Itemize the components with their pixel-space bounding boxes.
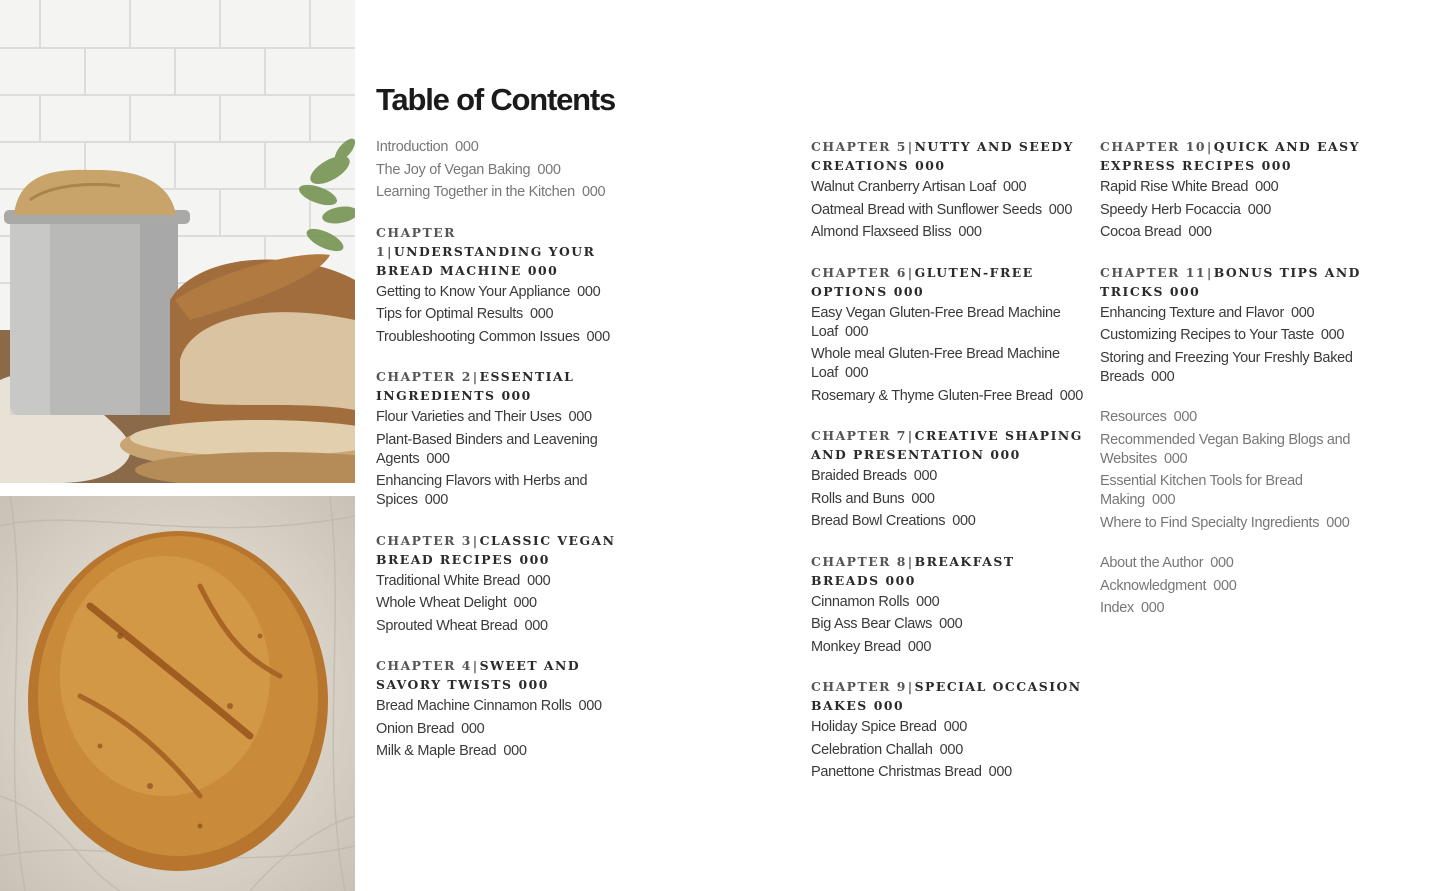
toc-column-1 (376, 137, 626, 764)
toc-entry[interactable]: Recommended Vegan Baking Blogs and Websites 000 (1100, 431, 1351, 467)
chapter-heading-5[interactable]: CHAPTER 5|NUTTY AND SEEDY CREATIONS 000 (811, 139, 1074, 173)
toc-entry[interactable]: The Joy of Vegan Baking 000 (376, 161, 561, 178)
toc-entry[interactable]: Braided Breads 000 (811, 468, 938, 484)
toc-entry[interactable]: Celebration Challah 000 (811, 741, 963, 758)
toc-column-2 (811, 137, 1086, 785)
toc-entry[interactable]: Enhancing Flavors with Herbs and Spices 000 (376, 473, 588, 508)
toc-entry[interactable]: Sprouted Wheat Bread 000 (376, 617, 548, 634)
sourdough-loaf-photo (0, 496, 355, 891)
toc-entry[interactable]: Speedy Herb Focaccia 000 (1100, 201, 1271, 218)
toc-entry[interactable]: Troubleshooting Common Issues 000 (376, 328, 610, 345)
toc-entry[interactable]: Rapid Rise White Bread 000 (1100, 179, 1279, 195)
chapter-heading-8[interactable]: CHAPTER 8|BREAKFAST BREADS 000 (811, 553, 1015, 588)
chapter-heading-7[interactable]: CHAPTER 7|CREATIVE SHAPING AND PRESENTATION 000 (811, 428, 1083, 462)
toc-entry[interactable]: Rosemary & Thyme Gluten-Free Bread 000 (811, 387, 1084, 404)
toc-entry[interactable]: Customizing Recipes to Your Taste 000 (1100, 327, 1345, 343)
toc-entry[interactable]: Monkey Bread 000 (811, 638, 932, 655)
toc-entry[interactable]: Cinnamon Rolls 000 (811, 593, 940, 610)
toc-entry[interactable]: Introduction 000 (376, 139, 479, 155)
toc-entry[interactable]: Flour Varieties and Their Uses 000 (376, 409, 592, 425)
toc-entry[interactable]: Cocoa Bread 000 (1100, 224, 1212, 240)
toc-entry[interactable]: Bread Machine Cinnamon Rolls 000 (376, 698, 602, 714)
toc-entry[interactable]: Acknowledgment 000 (1100, 577, 1237, 594)
toc-entry[interactable]: Walnut Cranberry Artisan Loaf 000 (811, 179, 1027, 195)
toc-entry[interactable]: Storing and Freezing Your Freshly Baked Breads 000 (1100, 349, 1353, 385)
chapter-heading-3[interactable]: CHAPTER 3|CLASSIC VEGAN BREAD RECIPES 000 (376, 532, 616, 567)
page-title: Table of Contents (376, 82, 616, 117)
chapter-heading-6[interactable]: CHAPTER 6|GLUTEN-FREE OPTIONS 000 (811, 264, 1034, 299)
page-number: 000 (455, 139, 479, 155)
chapter-heading-1[interactable]: CHAPTER 1|UNDERSTANDING YOUR BREAD MACHINE 000 (376, 224, 596, 278)
chapter-heading-10[interactable]: CHAPTER 10|QUICK AND EASY EXPRESS RECIPES 000 (1100, 139, 1360, 173)
toc-entry[interactable]: Panettone Christmas Bread 000 (811, 764, 1012, 780)
chapter-heading-9[interactable]: CHAPTER 9|SPECIAL OCCASION BAKES 000 (811, 679, 1082, 713)
toc-entry[interactable]: Onion Bread 000 (376, 720, 485, 737)
toc-entry[interactable]: Tips for Optimal Results 000 (376, 306, 554, 322)
toc-entry[interactable]: Holiday Spice Bread 000 (811, 719, 967, 735)
toc-entry[interactable]: Almond Flaxseed Bliss 000 (811, 224, 982, 240)
toc-entry[interactable]: Essential Kitchen Tools for Bread Making 000 (1100, 473, 1303, 508)
toc-entry[interactable]: Milk & Maple Bread 000 (376, 743, 527, 759)
toc-column-3 (1100, 137, 1365, 621)
toc-entry[interactable]: Oatmeal Bread with Sunflower Seeds 000 (811, 201, 1073, 218)
toc-entry[interactable]: Getting to Know Your Appliance 000 (376, 283, 601, 300)
toc-entry[interactable]: Resources 000 (1100, 409, 1197, 425)
toc-entry[interactable]: Learning Together in the Kitchen 000 (376, 184, 606, 200)
page-number: 000 (581, 184, 606, 200)
toc-entry[interactable]: Plant-Based Binders and Leavening Agents 000 (376, 431, 598, 467)
bread-machine-photo (0, 0, 355, 483)
toc-entry[interactable]: Easy Vegan Gluten-Free Bread Machine Loaf 000 (811, 304, 1061, 340)
toc-entry[interactable]: Index 000 (1100, 600, 1165, 616)
chapter-heading-4[interactable]: CHAPTER 4|SWEET AND SAVORY TWISTS 000 (376, 658, 581, 692)
toc-entry[interactable]: About the Author 000 (1100, 555, 1234, 571)
toc-entry[interactable]: Big Ass Bear Claws 000 (811, 616, 963, 632)
chapter-heading-11[interactable]: CHAPTER 11|BONUS TIPS AND TRICKS 000 (1100, 264, 1361, 299)
toc-entry[interactable]: Rolls and Buns 000 (811, 490, 935, 507)
toc-entry[interactable]: Bread Bowl Creations 000 (811, 513, 976, 529)
toc-entry[interactable]: Where to Find Specialty Ingredients 000 (1100, 514, 1350, 531)
toc-entry[interactable]: Whole Wheat Delight 000 (376, 595, 537, 611)
toc-entry[interactable]: Enhancing Texture and Flavor 000 (1100, 304, 1315, 321)
page-number: 000 (527, 262, 559, 278)
chapter-heading-2[interactable]: CHAPTER 2|ESSENTIAL INGREDIENTS 000 (376, 369, 575, 403)
page-number: 000 (537, 161, 561, 178)
toc-entry[interactable]: Traditional White Bread 000 (376, 572, 551, 589)
toc-entry[interactable]: Whole meal Gluten-Free Bread Machine Loaf 000 (811, 346, 1060, 381)
